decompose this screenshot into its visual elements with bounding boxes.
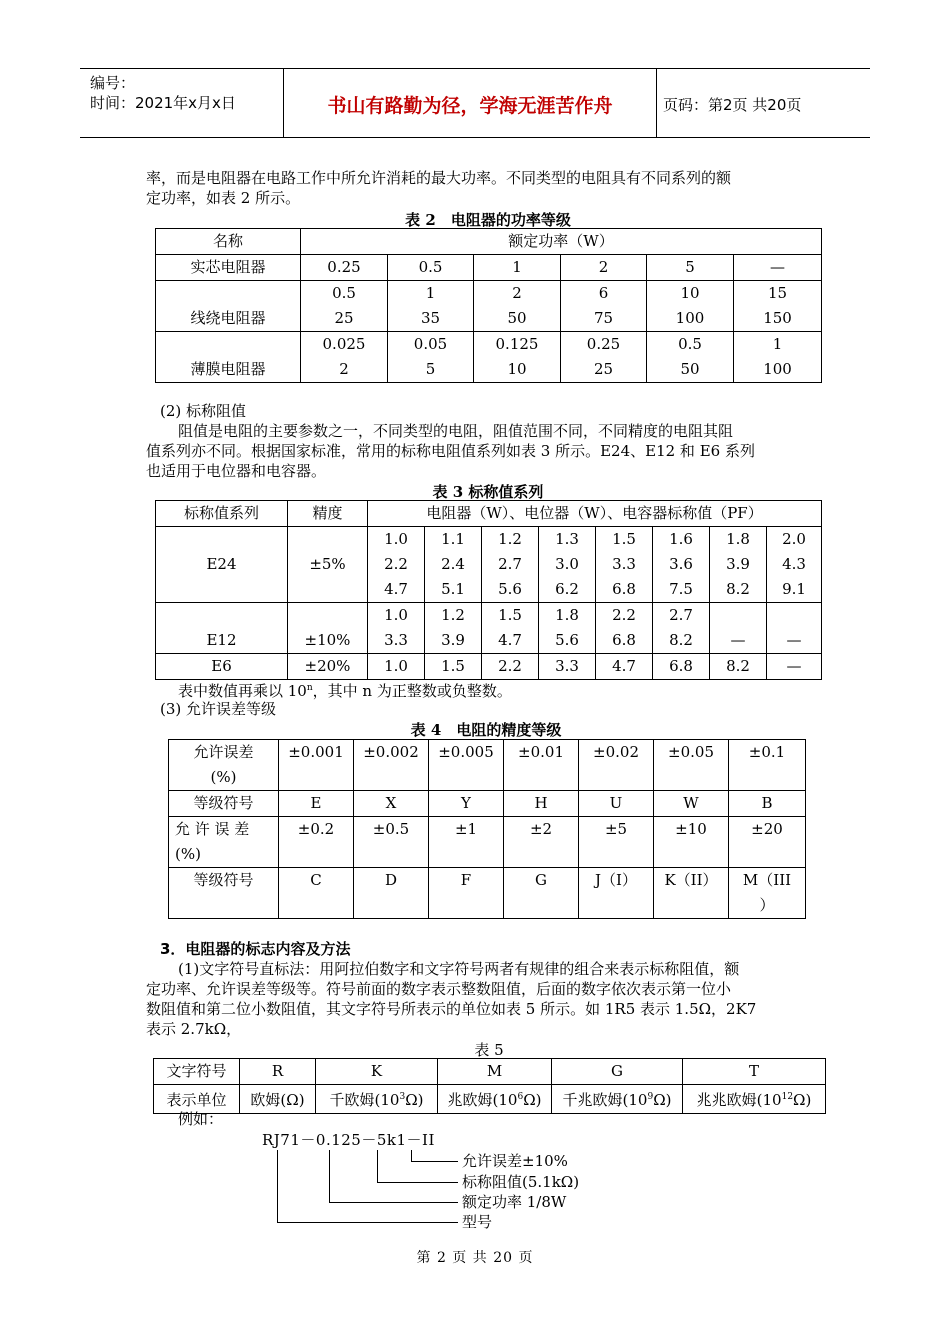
table3-caption: 表 3 标称值系列 (432, 483, 544, 501)
intro-line: 率，而是电阻器在电路工作中所允许消耗的最大功率。不同类型的电阻具有不同系列的额 (146, 169, 732, 187)
table-cell: 3.3 (539, 654, 596, 680)
annotation-power: 额定功率 1/8W (462, 1193, 567, 1211)
unit-exponent: 3 (399, 1092, 406, 1102)
cell-line: 2.7 (498, 555, 522, 573)
cell-line: (%) (175, 845, 201, 863)
cell-line: 150 (763, 309, 792, 327)
table4-caption: 表 4 电阻的精度等级 (410, 721, 562, 739)
table-cell: 等级符号 (169, 868, 279, 919)
paragraph-line: 也适用于电位器和电容器。 (146, 462, 327, 480)
table-cell: ±0.001 (279, 740, 354, 791)
annotation-leader-vertical (411, 1150, 412, 1161)
table-cell: 等级符号 (169, 791, 279, 817)
table-header-cell: 名称 (156, 229, 301, 255)
table-cell: ±0.1 (729, 740, 806, 791)
table-cell: — (767, 603, 822, 654)
table-header-cell: 电阻器（W）、电位器（W）、电容器标称值（PF） (368, 501, 822, 527)
table-cell: E24 (156, 527, 288, 603)
paragraph-line: 值系列亦不同。根据国家标准，常用的标称电阻值系列如表 3 所示。E24、E12 和 E6 系列 (146, 442, 755, 460)
table-cell: ±0.5 (354, 817, 429, 868)
cell-line: 0.5 (678, 335, 702, 353)
table-cell: 4.7 (596, 654, 653, 680)
table-cell (482, 603, 539, 654)
cell-line: 10 (507, 360, 527, 378)
table-cell: 8.2 (710, 654, 767, 680)
table-cell: 1.5 (425, 654, 482, 680)
cell-line: 25 (593, 360, 614, 378)
cell-line: 3.6 (669, 555, 693, 573)
header-number-label: 编号： (90, 74, 136, 92)
table-cell (552, 1085, 683, 1114)
cell-line: 1.8 (726, 530, 750, 548)
table-cell (647, 332, 734, 383)
unit-exponent: 12 (781, 1092, 794, 1102)
cell-line: 75 (593, 309, 614, 327)
table-header-cell: 额定功率（W） (301, 229, 822, 255)
table-cell (539, 603, 596, 654)
unit-text: Ω) (405, 1091, 424, 1109)
table-cell: — (710, 603, 767, 654)
cell-line: 6.8 (612, 580, 636, 598)
table-cell (653, 527, 710, 603)
table-cell: ±0.02 (579, 740, 654, 791)
cell-line: 3.3 (612, 555, 636, 573)
cell-line: 1 (425, 284, 436, 302)
table-cell (388, 281, 474, 332)
table-cell: 1 (474, 255, 561, 281)
table-cell (438, 1085, 552, 1114)
annotation-tolerance: 允许误差±10% (462, 1152, 568, 1170)
table-cell: — (734, 255, 822, 281)
cell-line: 4.3 (782, 555, 806, 573)
table-cell (596, 603, 653, 654)
cell-line: 35 (420, 309, 441, 327)
cell-line: 4.7 (384, 580, 408, 598)
cell-line: 1 (772, 335, 783, 353)
cell-line: 8.2 (669, 631, 693, 649)
table-cell: 2.2 (482, 654, 539, 680)
unit-text: 欧姆(Ω) (250, 1091, 305, 1109)
table-cell: R (240, 1059, 316, 1085)
table-cell: K（II） (654, 868, 729, 919)
table-cell: ±10% (288, 603, 368, 654)
table-cell (729, 868, 806, 919)
table2-caption: 表 2 电阻器的功率等级 (405, 211, 571, 229)
paragraph-line: 表示 2.7kΩ， (146, 1020, 242, 1038)
table-cell (539, 527, 596, 603)
note-exponent: n (306, 683, 313, 693)
header-divider (656, 69, 657, 137)
table-header-cell: 文字符号 (154, 1059, 240, 1085)
table-cell: ±1 (429, 817, 504, 868)
table-cell: ±5% (288, 527, 368, 603)
table-cell: D (354, 868, 429, 919)
table-cell: G (552, 1059, 683, 1085)
annotation-leader-horizontal (329, 1202, 458, 1203)
table-cell: 0.25 (301, 255, 388, 281)
section-title: (2) 标称阻值 (160, 402, 247, 420)
page-footer: 第 2 页 共 20 页 (416, 1250, 534, 1266)
section-title: (3) 允许误差等级 (160, 700, 277, 718)
table-cell (301, 281, 388, 332)
table-cell: M (438, 1059, 552, 1085)
cell-line: 1.2 (498, 530, 522, 548)
header-time-label: 时间：2021年x月x日 (90, 94, 236, 112)
cell-line: 允 许 误 差 (175, 820, 250, 838)
header-page-info: 页码：第2页 共20页 (663, 96, 802, 114)
cell-line: 1.5 (498, 606, 522, 624)
nominal-value-table (155, 500, 822, 680)
example-label: 例如： (178, 1110, 224, 1128)
cell-line: 6.2 (555, 580, 579, 598)
cell-line: 3.9 (726, 555, 750, 573)
table-cell: 6.8 (653, 654, 710, 680)
tolerance-grade-table (168, 739, 806, 919)
table-cell (474, 332, 561, 383)
cell-line: 2.2 (384, 555, 408, 573)
annotation-leader-vertical (329, 1150, 330, 1202)
cell-line: 15 (767, 284, 788, 302)
table-note (178, 678, 512, 701)
page-header (80, 68, 870, 138)
table-cell (425, 603, 482, 654)
cell-line: 1.8 (555, 606, 579, 624)
table-cell: F (429, 868, 504, 919)
table-cell (316, 1085, 438, 1114)
table-cell (169, 740, 279, 791)
table-cell (425, 527, 482, 603)
cell-line: 50 (680, 360, 700, 378)
cell-line: M（III (742, 871, 792, 889)
cell-line: 5.6 (498, 580, 522, 598)
table-cell (561, 281, 647, 332)
paragraph-line: 数阻值和第二位小数阻值，其文字符号所表示的单位如表 5 所示。如 1R5 表示 1.5Ω，2K7 (146, 1000, 757, 1018)
header-motto: 书山有路勤为径，学海无涯苦作舟 (327, 95, 613, 117)
table-cell: X (354, 791, 429, 817)
cell-line: 8.2 (726, 580, 750, 598)
cell-line: 2 (512, 284, 522, 302)
cell-line: 9.1 (782, 580, 806, 598)
cell-line: 0.125 (495, 335, 539, 353)
cell-line: 1.3 (555, 530, 579, 548)
cell-line: 5.6 (555, 631, 579, 649)
table-cell: E12 (156, 603, 288, 654)
table-cell: W (654, 791, 729, 817)
table-cell (683, 1085, 826, 1114)
cell-line: 7.5 (669, 580, 693, 598)
unit-text: Ω) (653, 1091, 672, 1109)
table-cell: 薄膜电阻器 (156, 332, 301, 383)
table-cell: ±0.05 (654, 740, 729, 791)
cell-line: 2 (339, 360, 349, 378)
cell-line: 5.1 (441, 580, 465, 598)
table5-caption: 表 5 (474, 1041, 504, 1059)
table-cell (301, 332, 388, 383)
cell-line: 1.6 (669, 530, 693, 548)
annotation-leader-vertical (277, 1150, 278, 1222)
table-cell: E6 (156, 654, 288, 680)
cell-line: 1.0 (384, 606, 408, 624)
cell-line: 0.25 (586, 335, 621, 353)
table-cell: ±20% (288, 654, 368, 680)
table-cell: C (279, 868, 354, 919)
table-cell (647, 281, 734, 332)
cell-line: 100 (675, 309, 705, 327)
unit-symbol-table (153, 1058, 826, 1114)
cell-line: 5 (425, 360, 436, 378)
cell-line: 3.0 (555, 555, 579, 573)
table-cell: ±0.005 (429, 740, 504, 791)
paragraph-line: (1)文字符号直标法：用阿拉伯数字和文字符号两者有规律的组合来表示标称阻值，额 (178, 960, 740, 978)
table-cell: ±0.01 (504, 740, 579, 791)
cell-line: 3.3 (384, 631, 408, 649)
cell-line: (%) (210, 768, 237, 786)
note-text: 表中数值再乘以 10 (178, 682, 307, 700)
unit-text: Ω) (793, 1091, 812, 1109)
unit-text: 兆兆欧姆(10 (696, 1091, 782, 1109)
table-cell (169, 817, 279, 868)
table-cell (388, 332, 474, 383)
table-cell (482, 527, 539, 603)
cell-line: 0.5 (332, 284, 356, 302)
cell-line: 50 (507, 309, 527, 327)
cell-line: 1.0 (384, 530, 408, 548)
cell-line: 1.2 (441, 606, 465, 624)
annotation-leader-vertical (377, 1150, 378, 1182)
table-cell: Y (429, 791, 504, 817)
table-cell: T (683, 1059, 826, 1085)
table-cell (368, 527, 425, 603)
cell-line: 3.9 (441, 631, 465, 649)
table-cell: H (504, 791, 579, 817)
cell-line: 100 (763, 360, 792, 378)
table-cell (561, 332, 647, 383)
cell-line: 25 (334, 309, 354, 327)
table-cell (734, 281, 822, 332)
table-cell: 1.0 (368, 654, 425, 680)
annotation-leader-horizontal (377, 1182, 458, 1183)
table-cell (368, 603, 425, 654)
table-cell (240, 1085, 316, 1114)
table-cell: ±10 (654, 817, 729, 868)
table-cell: 0.5 (388, 255, 474, 281)
power-rating-table (155, 228, 822, 383)
annotation-leader-horizontal (411, 1161, 458, 1162)
annotation-model: 型号 (462, 1213, 493, 1231)
unit-exponent: 9 (647, 1092, 654, 1102)
section-heading: 3．电阻器的标志内容及方法 (160, 940, 351, 958)
example-code: RJ71－0.125－5k1－II (262, 1131, 435, 1149)
table-cell: ±20 (729, 817, 806, 868)
table-header-cell: 表示单位 (154, 1085, 240, 1114)
table-cell (734, 332, 822, 383)
table-cell (474, 281, 561, 332)
unit-text: 兆欧姆(10 (447, 1091, 518, 1109)
table-cell: K (316, 1059, 438, 1085)
header-meta (90, 73, 236, 113)
table-cell: 2 (561, 255, 647, 281)
table-cell: 线绕电阻器 (156, 281, 301, 332)
annotation-resistance: 标称阻值(5.1kΩ) (462, 1173, 580, 1191)
table-cell: B (729, 791, 806, 817)
table-cell (710, 527, 767, 603)
unit-text: 千欧姆(10 (329, 1091, 400, 1109)
cell-line: 10 (680, 284, 700, 302)
table-cell (596, 527, 653, 603)
table-cell: ±0.002 (354, 740, 429, 791)
cell-line: 允许误差 (193, 743, 254, 761)
unit-text: 千兆欧姆(10 (562, 1091, 648, 1109)
cell-line: 1.1 (441, 530, 465, 548)
cell-line: 1.5 (612, 530, 636, 548)
table-header-cell: 标称值系列 (156, 501, 288, 527)
cell-line: 6.8 (612, 631, 636, 649)
table-header-cell: 精度 (288, 501, 368, 527)
cell-line: 2.0 (782, 530, 806, 548)
table-cell: — (767, 654, 822, 680)
annotation-leader-horizontal (277, 1222, 458, 1223)
paragraph-line: 阻值是电阻的主要参数之一，不同类型的电阻，阻值范围不同，不同精度的电阻其阻 (178, 422, 734, 440)
cell-line: 2.2 (612, 606, 636, 624)
cell-line: 0.025 (322, 335, 366, 353)
table-cell: ±0.2 (279, 817, 354, 868)
note-text: ，其中 n 为正整数或负整数。 (312, 682, 512, 700)
table-cell: 实芯电阻器 (156, 255, 301, 281)
table-cell: ±2 (504, 817, 579, 868)
cell-line: 0.05 (413, 335, 448, 353)
cell-line: 2.7 (669, 606, 693, 624)
table-cell: G (504, 868, 579, 919)
unit-text: Ω) (523, 1091, 542, 1109)
table-cell: U (579, 791, 654, 817)
table-cell (767, 527, 822, 603)
cell-line: 2.4 (441, 555, 465, 573)
cell-line: ） (759, 896, 775, 914)
paragraph-line: 定功率、允许误差等级等。符号前面的数字表示整数阻值，后面的数字依次表示第一位小 (146, 980, 732, 998)
table-cell (653, 603, 710, 654)
table-cell: E (279, 791, 354, 817)
cell-line: 4.7 (498, 631, 522, 649)
unit-exponent: 6 (517, 1092, 524, 1102)
cell-line: 6 (598, 284, 609, 302)
table-cell: J（I） (579, 868, 654, 919)
table-cell: ±5 (579, 817, 654, 868)
intro-line: 定功率，如表 2 所示。 (146, 189, 301, 207)
table-cell: 5 (647, 255, 734, 281)
